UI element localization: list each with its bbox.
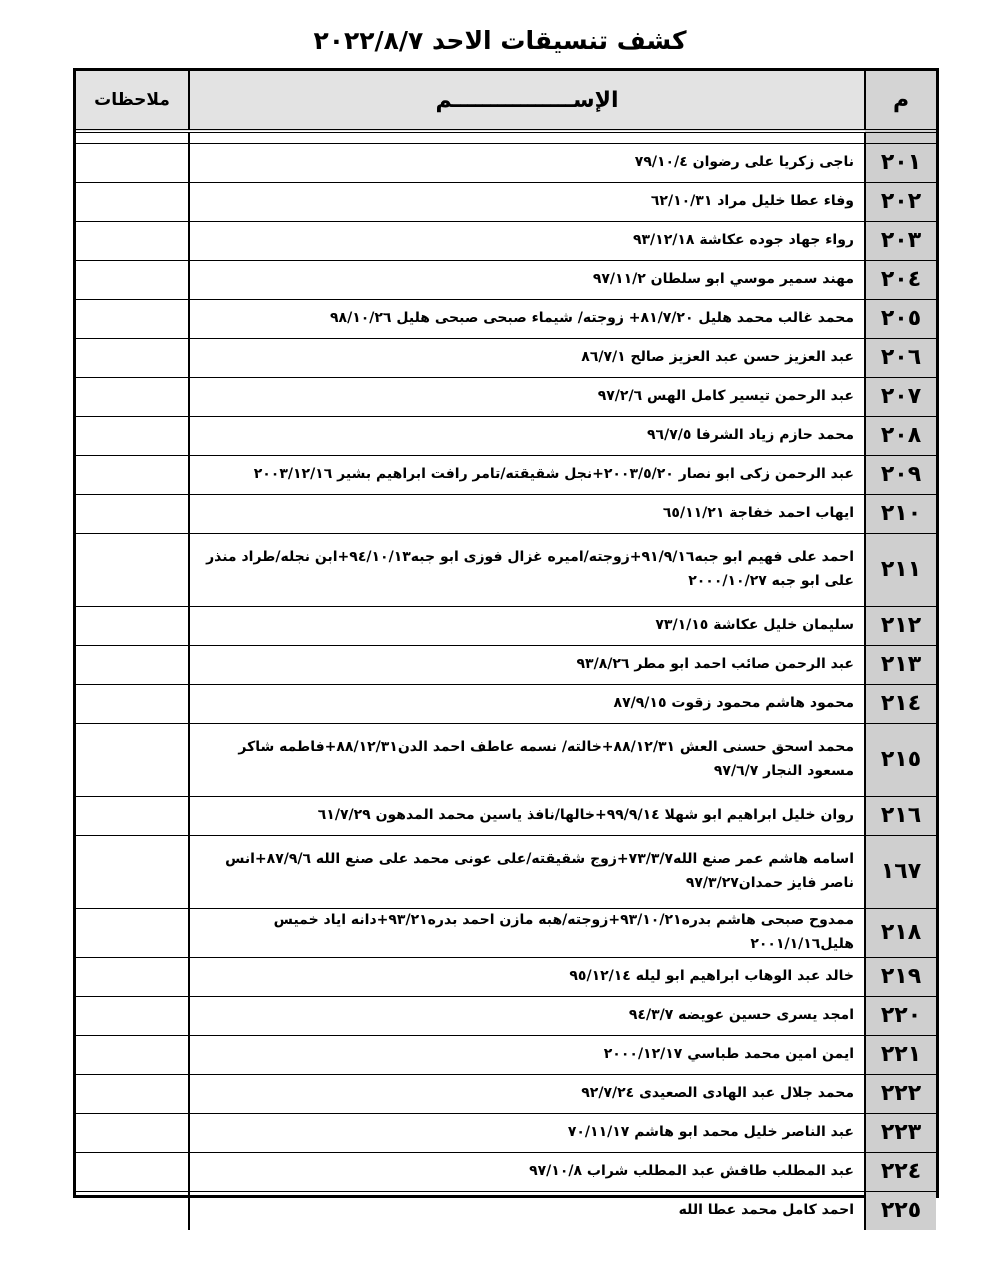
row-name: عبد الناصر خليل محمد ابو هاشم ٧٠/١١/١٧ <box>189 1113 865 1152</box>
table-row <box>76 456 936 495</box>
table-row <box>76 1191 936 1230</box>
row-notes <box>76 724 189 797</box>
row-number: ٢١٢ <box>865 607 936 646</box>
row-notes <box>76 261 189 300</box>
row-name: عبد الرحمن زكى ابو نصار ٢٠٠٣/٥/٢٠+نجل شقيقته/تامر رافت ابراهيم بشير ٢٠٠٣/١٢/١٦ <box>189 456 865 495</box>
row-notes <box>76 1035 189 1074</box>
row-number: ٢٢٣ <box>865 1113 936 1152</box>
row-number: ٢١٨ <box>865 909 936 958</box>
row-name: امجد يسرى حسين عويضه ٩٤/٣/٧ <box>189 996 865 1035</box>
table-row <box>76 534 936 607</box>
page-title: كشف تنسيقات الاحد ٢٠٢٢/٨/٧ <box>313 26 687 55</box>
row-name: محمد حازم زياد الشرفا ٩٦/٧/٥ <box>189 417 865 456</box>
table-row <box>76 300 936 339</box>
row-name: وفاء عطا خليل مراد ٦٢/١٠/٣١ <box>189 183 865 222</box>
table-row <box>76 685 936 724</box>
table-row <box>76 836 936 909</box>
row-number: ٢٠٦ <box>865 339 936 378</box>
table-row <box>76 222 936 261</box>
row-name: خالد عبد الوهاب ابراهيم ابو ليله ٩٥/١٢/١٤ <box>189 957 865 996</box>
table-header-row <box>76 71 936 131</box>
row-name: روان خليل ابراهيم ابو شهلا ٩٩/٩/١٤+خالها/نافذ ياسين محمد المدهون ٦١/٧/٢٩ <box>189 797 865 836</box>
table-row <box>76 607 936 646</box>
table-row <box>76 417 936 456</box>
row-number: ٢١١ <box>865 534 936 607</box>
row-number: ٢٢٠ <box>865 996 936 1035</box>
table-row <box>76 183 936 222</box>
names-table <box>76 71 936 1230</box>
header-notes: ملاحظات <box>76 71 189 131</box>
row-name: ايهاب احمد خفاجة ٦٥/١١/٢١ <box>189 495 865 534</box>
row-name: ممدوح صبحى هاشم بدره٩٣/١٠/٢١+زوجته/هبه مازن احمد بدره٩٣/٢١+دانه اياد خميس هليل٢٠٠١/١/١٦ <box>189 909 865 958</box>
row-number: ٢٠٣ <box>865 222 936 261</box>
row-notes <box>76 222 189 261</box>
row-name: سليمان خليل عكاشة ٧٣/١/١٥ <box>189 607 865 646</box>
row-name: احمد كامل محمد عطا الله <box>189 1191 865 1230</box>
row-notes <box>76 339 189 378</box>
table-row <box>76 1035 936 1074</box>
row-name: ايمن امين محمد طباسي ٢٠٠٠/١٢/١٧ <box>189 1035 865 1074</box>
row-notes <box>76 300 189 339</box>
row-notes <box>76 1074 189 1113</box>
row-number: ٢١٩ <box>865 957 936 996</box>
row-number: ٢١٣ <box>865 646 936 685</box>
row-name: احمد على فهيم ابو جبه٩١/٩/١٦+زوجته/اميره غزال فوزى ابو جبه٩٤/١٠/١٣+ابن نجله/طراد منذر على ابو جبه ٢٠٠٠/١٠/٢٧ <box>189 534 865 607</box>
row-number: ٢٠٥ <box>865 300 936 339</box>
row-notes <box>76 495 189 534</box>
row-number: ٢٠١ <box>865 144 936 183</box>
row-name: ناجى زكريا على رضوان ٧٩/١٠/٤ <box>189 144 865 183</box>
row-number: ٢٢٤ <box>865 1152 936 1191</box>
row-notes <box>76 607 189 646</box>
row-notes <box>76 1191 189 1230</box>
row-number: ٢١٥ <box>865 724 936 797</box>
row-notes <box>76 909 189 958</box>
row-number: ٢٠٤ <box>865 261 936 300</box>
row-notes <box>76 1113 189 1152</box>
row-notes <box>76 836 189 909</box>
row-number: ١٦٧ <box>865 836 936 909</box>
row-number: ٢١٤ <box>865 685 936 724</box>
row-number: ٢٠٢ <box>865 183 936 222</box>
row-number: ٢٢٢ <box>865 1074 936 1113</box>
table-row <box>76 957 936 996</box>
row-name: عبد المطلب طافش عبد المطلب شراب ٩٧/١٠/٨ <box>189 1152 865 1191</box>
row-name: اسامه هاشم عمر صنع الله٧٣/٣/٧+زوج شقيقته/على عونى محمد على صنع الله ٨٧/٩/٦+انس ناصر فايز حمدان٩٧/٣/٢٧ <box>189 836 865 909</box>
table-row <box>76 1152 936 1191</box>
table-row <box>76 1074 936 1113</box>
table-row <box>76 339 936 378</box>
row-name: محمد غالب محمد هليل ٨١/٧/٢٠+ زوجته/ شيماء صبحى صبحى هليل ٩٨/١٠/٢٦ <box>189 300 865 339</box>
row-notes <box>76 1152 189 1191</box>
row-number: ٢٠٩ <box>865 456 936 495</box>
row-notes <box>76 646 189 685</box>
row-number: ٢٢١ <box>865 1035 936 1074</box>
table-spacer-row <box>76 131 936 144</box>
row-name: محمد اسحق حسنى العش ٨٨/١٢/٣١+خالته/ نسمه عاطف احمد الدن٨٨/١٢/٣١+فاطمه شاكر مسعود النجار ٩٧/٦/٧ <box>189 724 865 797</box>
spacer-cell <box>865 131 936 144</box>
row-notes <box>76 685 189 724</box>
row-number: ٢٠٧ <box>865 378 936 417</box>
row-name: عبد العزيز حسن عبد العزيز صالح ٨٦/٧/١ <box>189 339 865 378</box>
table-body <box>76 131 936 1230</box>
row-name: محمود هاشم محمود زقوت ٨٧/٩/١٥ <box>189 685 865 724</box>
row-notes <box>76 996 189 1035</box>
header-name: الإســــــــــــــــم <box>189 71 865 131</box>
row-name: عبد الرحمن صائب احمد ابو مطر ٩٣/٨/٢٦ <box>189 646 865 685</box>
row-name: مهند سمير موسي ابو سلطان ٩٧/١١/٢ <box>189 261 865 300</box>
row-notes <box>76 534 189 607</box>
row-name: رواء جهاد جوده عكاشة ٩٣/١٢/١٨ <box>189 222 865 261</box>
row-notes <box>76 456 189 495</box>
table-row <box>76 724 936 797</box>
row-number: ٢٢٥ <box>865 1191 936 1230</box>
row-name: عبد الرحمن تيسير كامل الهس ٩٧/٢/٦ <box>189 378 865 417</box>
row-notes <box>76 378 189 417</box>
table-row <box>76 378 936 417</box>
row-name: محمد جلال عبد الهادى الصعيدى ٩٢/٧/٢٤ <box>189 1074 865 1113</box>
table-row <box>76 144 936 183</box>
table-row <box>76 646 936 685</box>
table-row <box>76 909 936 958</box>
table-row <box>76 797 936 836</box>
row-notes <box>76 417 189 456</box>
names-table-frame <box>73 68 939 1223</box>
row-number: ٢٠٨ <box>865 417 936 456</box>
table-row <box>76 495 936 534</box>
row-notes <box>76 957 189 996</box>
spacer-cell <box>189 131 865 144</box>
row-number: ٢١٦ <box>865 797 936 836</box>
table-row <box>76 1113 936 1152</box>
row-notes <box>76 183 189 222</box>
row-number: ٢١٠ <box>865 495 936 534</box>
row-notes <box>76 797 189 836</box>
spacer-cell <box>76 131 189 144</box>
row-notes <box>76 144 189 183</box>
table-row <box>76 996 936 1035</box>
table-row <box>76 261 936 300</box>
header-number: م <box>865 71 936 131</box>
